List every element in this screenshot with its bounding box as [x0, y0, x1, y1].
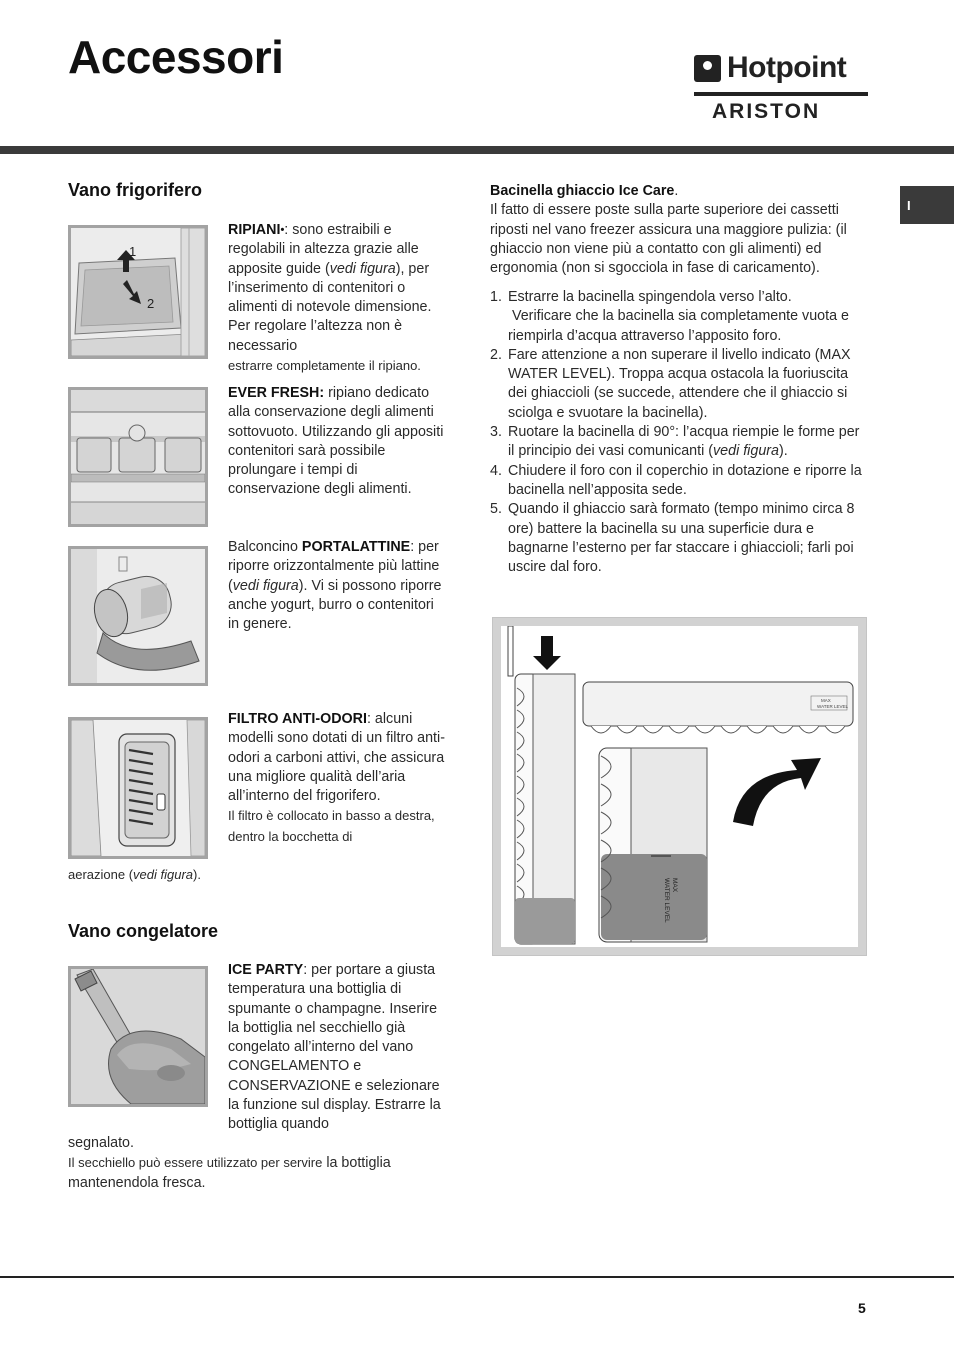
shelf-step-1-label: 1	[129, 244, 137, 259]
shelves-description: RIPIANI•: sono estraibili e regolabili in altezza grazie alle apposite guide (vedi figura), per l’inserimento di contenitori o alimenti di notevole dimensione. Per regolare l’altezza non è necessario estrarre completamente il ripiano.	[228, 222, 432, 374]
shelves-image	[68, 225, 208, 359]
page-title: Accessori	[68, 31, 284, 83]
down-arrow-icon	[533, 636, 561, 670]
ice-care-intro: Bacinella ghiaccio Ice Care. Il fatto di essere poste sulla parte superiore dei cassetti riposti nel vano freezer assicura una maggiore pulizia: (il ghiaccio non viene più a contatto con gli alimenti) ed ergonomia (non si sgocciola in fase di caricamento).	[490, 183, 847, 277]
odor-filter-description: FILTRO ANTI-ODORI: alcuni modelli sono dotati di un filtro anti-odori a carboni attivi, che assicura una migliore qualità dell’aria all’interno del frigorifero. Il filtro è collocato in basso a destra, dentro la bocchetta di	[228, 711, 445, 844]
list-item: 4. Chiudere il foro con il coperchio in dotazione e riporre la bacinella nell’apposita sede.	[490, 462, 862, 498]
rotate-arrow-icon	[733, 758, 821, 826]
list-item: 5. Quando il ghiaccio sarà formato (tempo minimo circa 8 ore) battere la bacinella su una superficie dura e bagnarne l’esterno per far staccare i ghiaccioli; farli poi uscire dal foro.	[490, 501, 855, 576]
list-item: 3. Ruotare la bacinella di 90°: l’acqua riempie le forme per il principio dei vasi comunicanti (vedi figura).	[490, 424, 860, 460]
language-tab: I	[900, 186, 954, 224]
odor-filter-image	[68, 717, 208, 859]
footer-divider	[0, 1276, 954, 1278]
ever-fresh-description: EVER FRESH: ripiano dedicato alla conservazione degli alimenti sottovuoto. Utilizzando gli appositi contenitori sarà possibile prolungare i tempi di conservazione degli alimenti.	[228, 385, 444, 498]
freezer-section-heading: Vano congelatore	[68, 921, 219, 941]
logo-mark-icon	[694, 55, 721, 82]
logo-divider	[694, 92, 868, 96]
odor-filter-continuation: aerazione (vedi figura).	[68, 867, 201, 882]
fridge-section-heading: Vano frigorifero	[68, 180, 203, 200]
ice-party-image	[68, 966, 208, 1107]
page-number: 5	[858, 1300, 866, 1316]
can-rack-image	[68, 546, 208, 686]
tray-level-label-small: WATER LEVEL	[817, 704, 849, 709]
header-divider-bar	[0, 146, 954, 154]
tray-level-label: WATER LEVEL	[663, 878, 670, 923]
list-item: 1. Estrarre la bacinella spingendola verso l’alto. Verificare che la bacinella sia completamente vuota e riempirla d’acqua attraverso l’apposito foro.	[490, 289, 849, 344]
ice-party-continuation: segnalato. Il secchiello può essere utilizzato per servire la bottiglia mantenendola fresca.	[68, 1135, 391, 1191]
tray-max-label-small: MAX	[821, 698, 831, 703]
ice-party-description: ICE PARTY: per portare a giusta temperatura una bottiglia di spumante o champagne. Inserire la bottiglia nel secchiello già congelato all’interno del vano CONGELAMENTO e CONSERVAZIONE e selezionare la funzione sul display. Estrarre la bottiglia quando	[228, 962, 441, 1133]
ice-tray-figure	[492, 617, 867, 956]
tray-max-label: MAX	[671, 878, 678, 893]
ever-fresh-image	[68, 387, 208, 527]
ice-care-steps	[490, 288, 868, 577]
list-item: 2. Fare attenzione a non superare il livello indicato (MAX WATER LEVEL). Troppa acqua ostacola la fuoriuscita dei ghiaccioli (se succede, attendere che il ghiaccio si sciolga e svuotare la bacinella).	[490, 346, 851, 421]
can-rack-description: Balconcino PORTALATTINE: per riporre orizzontalmente più lattine (vedi figura). Vi si possono riporre anche yogurt, burro o contenitori in genere.	[228, 539, 442, 633]
logo-ariston: ARISTON	[712, 100, 821, 123]
shelf-step-2-label: 2	[147, 296, 155, 311]
brand-logo	[694, 52, 870, 126]
logo-hotpoint: Hotpoint	[727, 51, 847, 84]
